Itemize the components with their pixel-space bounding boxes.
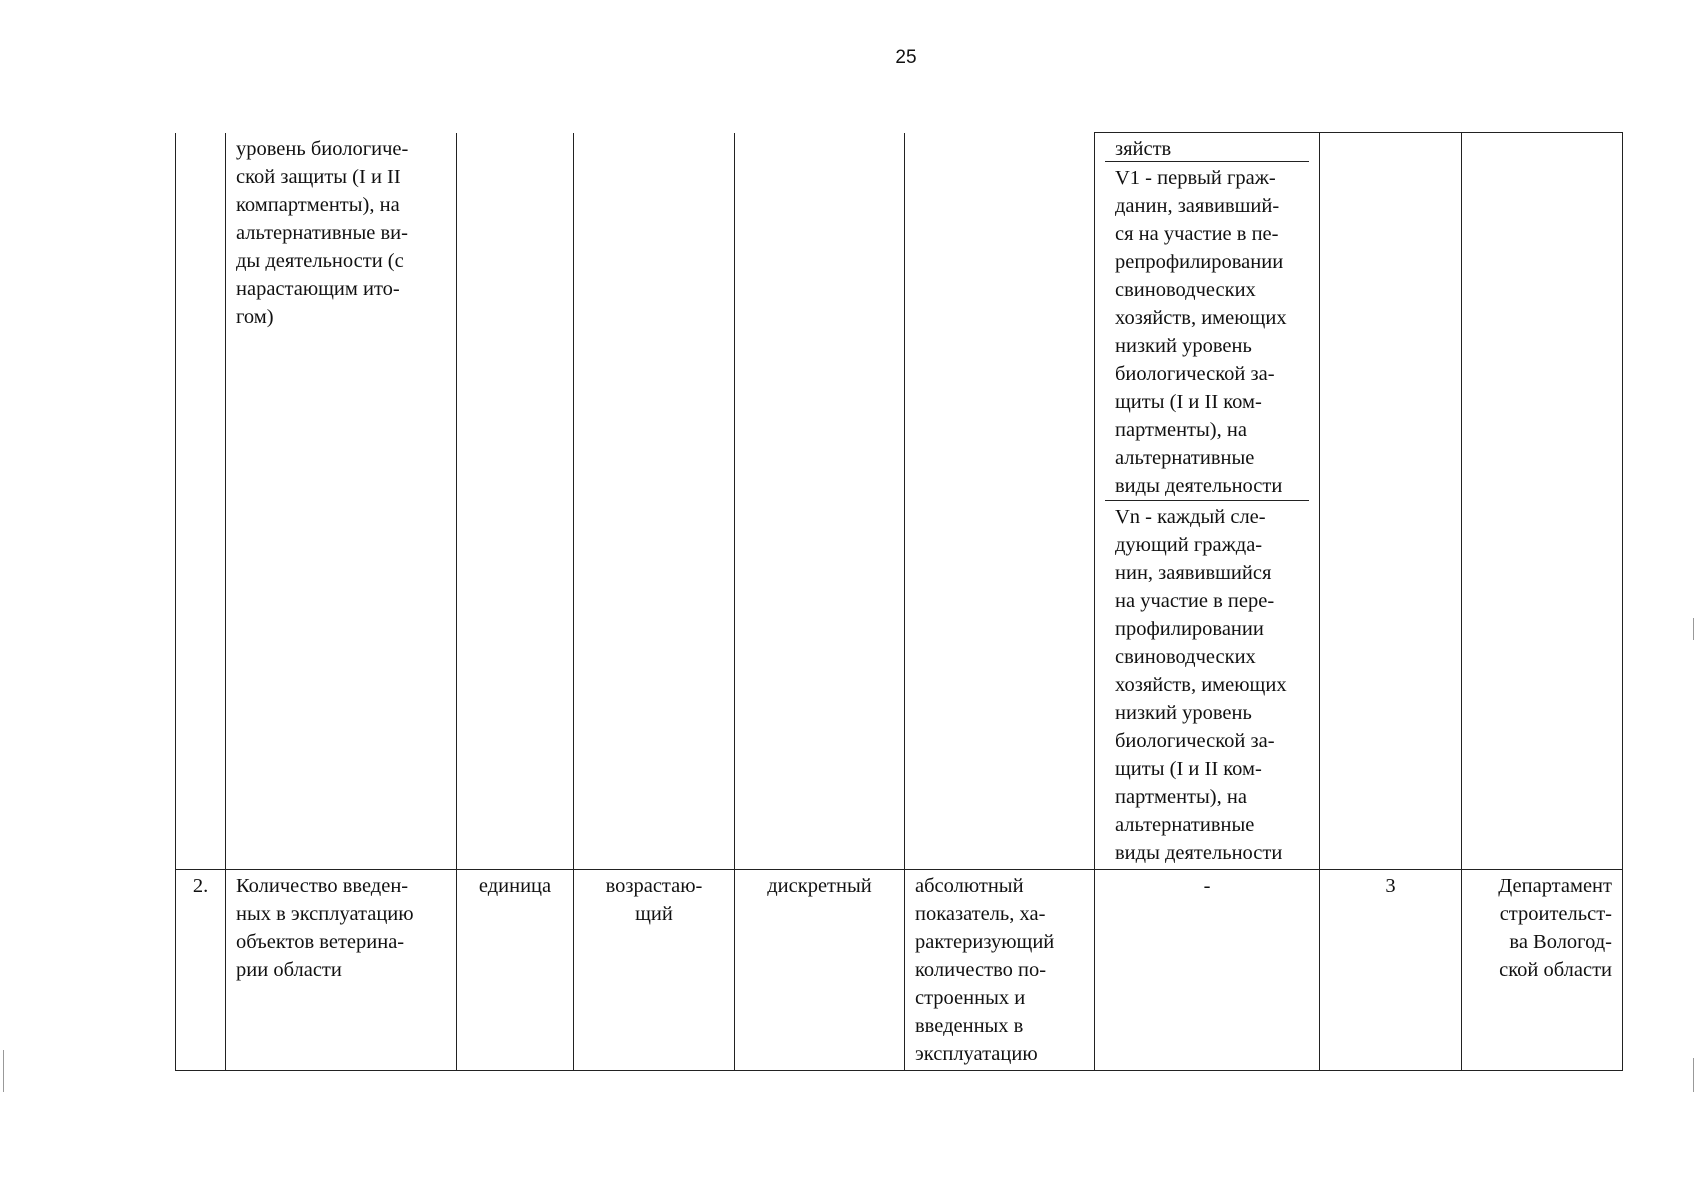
type-cell: дискретный — [735, 870, 905, 1071]
value-cell: 3 — [1320, 870, 1462, 1071]
responsible-cell — [1462, 133, 1623, 870]
responsible-cell: Департамент строительст- ва Вологод- ской области — [1462, 870, 1623, 1071]
row-number-cell — [176, 133, 226, 870]
unit-cell — [457, 133, 574, 870]
indicator-name-cell: Количество введен- ных в эксплуатацию объектов ветерина- рии области — [226, 870, 457, 1071]
unit-cell: единица — [457, 870, 574, 1071]
formula-cell — [1095, 133, 1320, 870]
formula-part: V1 - первый граж- данин, заявивший- ся на участие в пе- репрофилировании свиноводческих хозяйств, имеющих низкий уровень биологической за- щиты (I и II ком- партменты), на альтернативные виды деятельности — [1105, 162, 1309, 501]
indicators-table — [175, 132, 1623, 1071]
type-cell — [735, 133, 905, 870]
formula-part: Vn - каждый сле- дующий гражда- нин, заявившийся на участие в пере- профилировании свиноводческих хозяйств, имеющих низкий уровень биологической за- щиты (I и II ком- партменты), на альтернативные виды деятельности — [1115, 506, 1287, 864]
definition-cell — [905, 133, 1095, 870]
indicator-name-cell: уровень биологиче- ской защиты (I и II компартменты), на альтернативные ви- ды деятельности (с нарастающим ито- гом) — [226, 133, 457, 870]
page-number: 25 — [895, 47, 917, 68]
trend-cell: возрастаю- щий — [574, 870, 735, 1071]
trend-cell — [574, 133, 735, 870]
table-row — [176, 133, 1623, 870]
scan-edge-mark — [3, 1050, 4, 1092]
formula-part: зяйств — [1105, 135, 1309, 162]
definition-cell: абсолютный показатель, ха- рактеризующий количество по- строенных и введенных в эксплуатацию — [905, 870, 1095, 1071]
scan-edge-mark — [1693, 618, 1694, 640]
table-row — [176, 870, 1623, 1071]
row-number-cell: 2. — [176, 870, 226, 1071]
formula-cell: - — [1095, 870, 1320, 1071]
scan-edge-mark — [1693, 1058, 1694, 1092]
value-cell — [1320, 133, 1462, 870]
